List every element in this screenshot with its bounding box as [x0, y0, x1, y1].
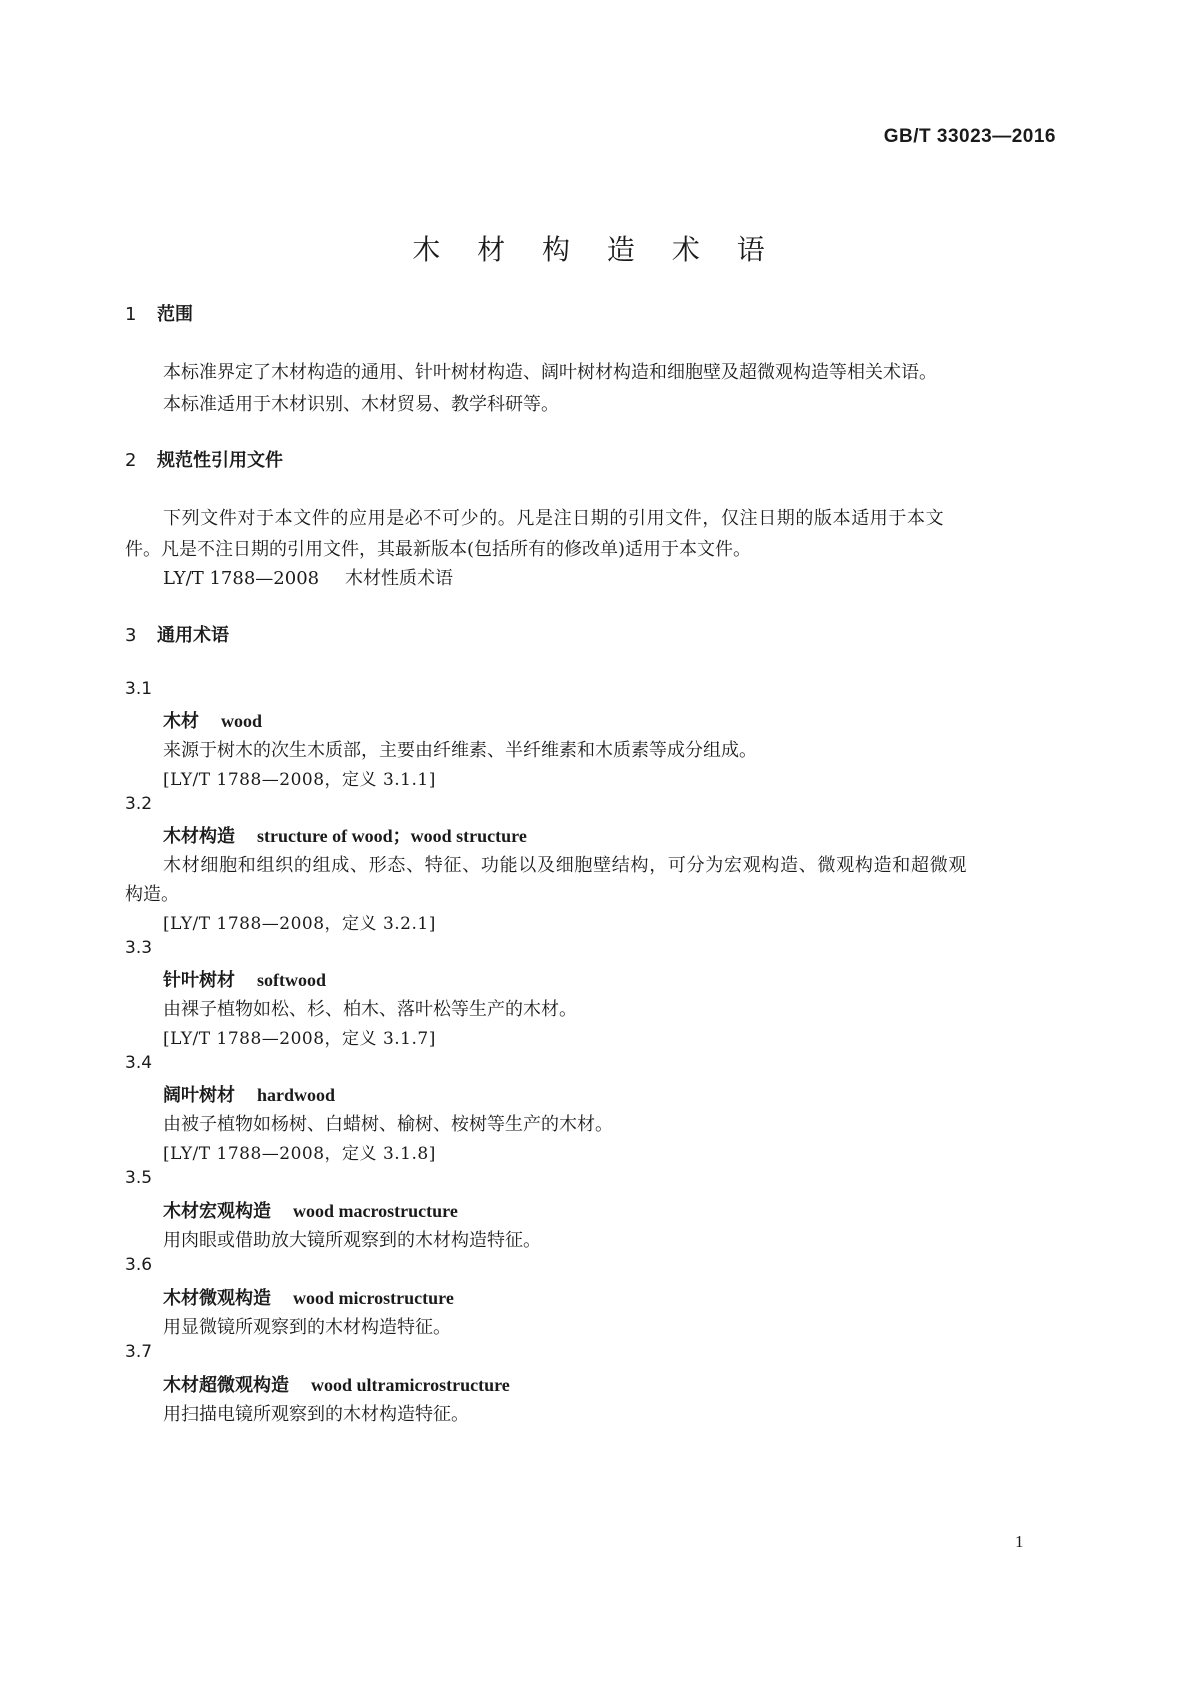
normative-reference: [163, 564, 453, 590]
term-chinese: 木材: [163, 711, 199, 732]
reference-code: LY/T 1788—2008: [163, 568, 320, 589]
section-title: 通用术语: [157, 625, 229, 646]
scope-paragraph-1: 本标准界定了木材构造的通用、针叶树材构造、阔叶树材构造和细胞壁及超微观构造等相关术语。: [163, 362, 937, 383]
term-definition-continued: 构造。: [125, 884, 179, 905]
term-definition: 来源于树木的次生木质部，主要由纤维素、半纤维素和木质素等成分组成。: [163, 740, 757, 761]
term-english: softwood: [257, 970, 327, 990]
term-number: 3.2: [125, 794, 153, 814]
term-number: 3.1: [125, 679, 153, 699]
term-entry: [163, 1081, 335, 1107]
section-number: 2: [125, 450, 137, 471]
page-number: 1: [1015, 1532, 1024, 1551]
normative-paragraph-line-2: 件。凡是不注日期的引用文件，其最新版本(包括所有的修改单)适用于本文件。: [125, 539, 752, 560]
standard-code: GB/T 33023—2016: [883, 126, 1056, 147]
term-source: [LY/T 1788—2008，定义 3.1.7]: [163, 1029, 436, 1049]
term-number: 3.5: [125, 1168, 153, 1188]
document-title: 木 材 构 造 术 语: [412, 233, 779, 266]
term-english: wood microstructure: [293, 1288, 454, 1308]
term-entry: [163, 966, 326, 992]
term-english: hardwood: [257, 1085, 336, 1105]
term-chinese: 针叶树材: [163, 970, 235, 991]
section-title: 规范性引用文件: [157, 450, 283, 471]
term-entry: [163, 1284, 454, 1310]
term-entry: [163, 1371, 510, 1397]
section-number: 1: [125, 304, 137, 325]
term-entry: [163, 1197, 458, 1223]
term-definition: 用扫描电镜所观察到的木材构造特征。: [163, 1404, 469, 1425]
term-definition: 用显微镜所观察到的木材构造特征。: [163, 1317, 451, 1338]
term-definition: 由被子植物如杨树、白蜡树、榆树、桉树等生产的木材。: [163, 1114, 613, 1135]
term-chinese: 阔叶树材: [163, 1085, 235, 1106]
term-english: wood macrostructure: [293, 1201, 458, 1221]
term-number: 3.3: [125, 938, 153, 958]
term-definition: 木材细胞和组织的组成、形态、特征、功能以及细胞壁结构，可分为宏观构造、微观构造和超微观: [163, 855, 968, 876]
section-2-heading: [125, 446, 283, 472]
term-chinese: 木材微观构造: [163, 1288, 271, 1309]
term-number: 3.4: [125, 1053, 153, 1073]
term-english: wood: [221, 711, 263, 731]
normative-paragraph-line-1: 下列文件对于本文件的应用是必不可少的。凡是注日期的引用文件，仅注日期的版本适用于本文: [163, 508, 945, 529]
section-3-heading: [125, 621, 229, 647]
term-entry: [163, 822, 527, 848]
term-source: [LY/T 1788—2008，定义 3.1.8]: [163, 1144, 436, 1164]
section-title: 范围: [157, 304, 193, 325]
term-chinese: 木材宏观构造: [163, 1201, 271, 1222]
term-chinese: 木材超微观构造: [163, 1375, 289, 1396]
term-definition: 用肉眼或借助放大镜所观察到的木材构造特征。: [163, 1230, 541, 1251]
term-english: structure of wood；wood structure: [257, 826, 527, 846]
section-1-heading: [125, 300, 193, 326]
term-source: [LY/T 1788—2008，定义 3.1.1]: [163, 770, 436, 790]
term-definition: 由裸子植物如松、杉、柏木、落叶松等生产的木材。: [163, 999, 577, 1020]
term-number: 3.6: [125, 1255, 153, 1275]
reference-title: 木材性质术语: [345, 568, 453, 589]
term-english: wood ultramicrostructure: [311, 1375, 510, 1395]
term-source: [LY/T 1788—2008，定义 3.2.1]: [163, 914, 436, 934]
section-number: 3: [125, 625, 137, 646]
scope-paragraph-2: 本标准适用于木材识别、木材贸易、教学科研等。: [163, 394, 559, 415]
term-entry: [163, 707, 262, 733]
term-number: 3.7: [125, 1342, 153, 1362]
term-chinese: 木材构造: [163, 826, 235, 847]
